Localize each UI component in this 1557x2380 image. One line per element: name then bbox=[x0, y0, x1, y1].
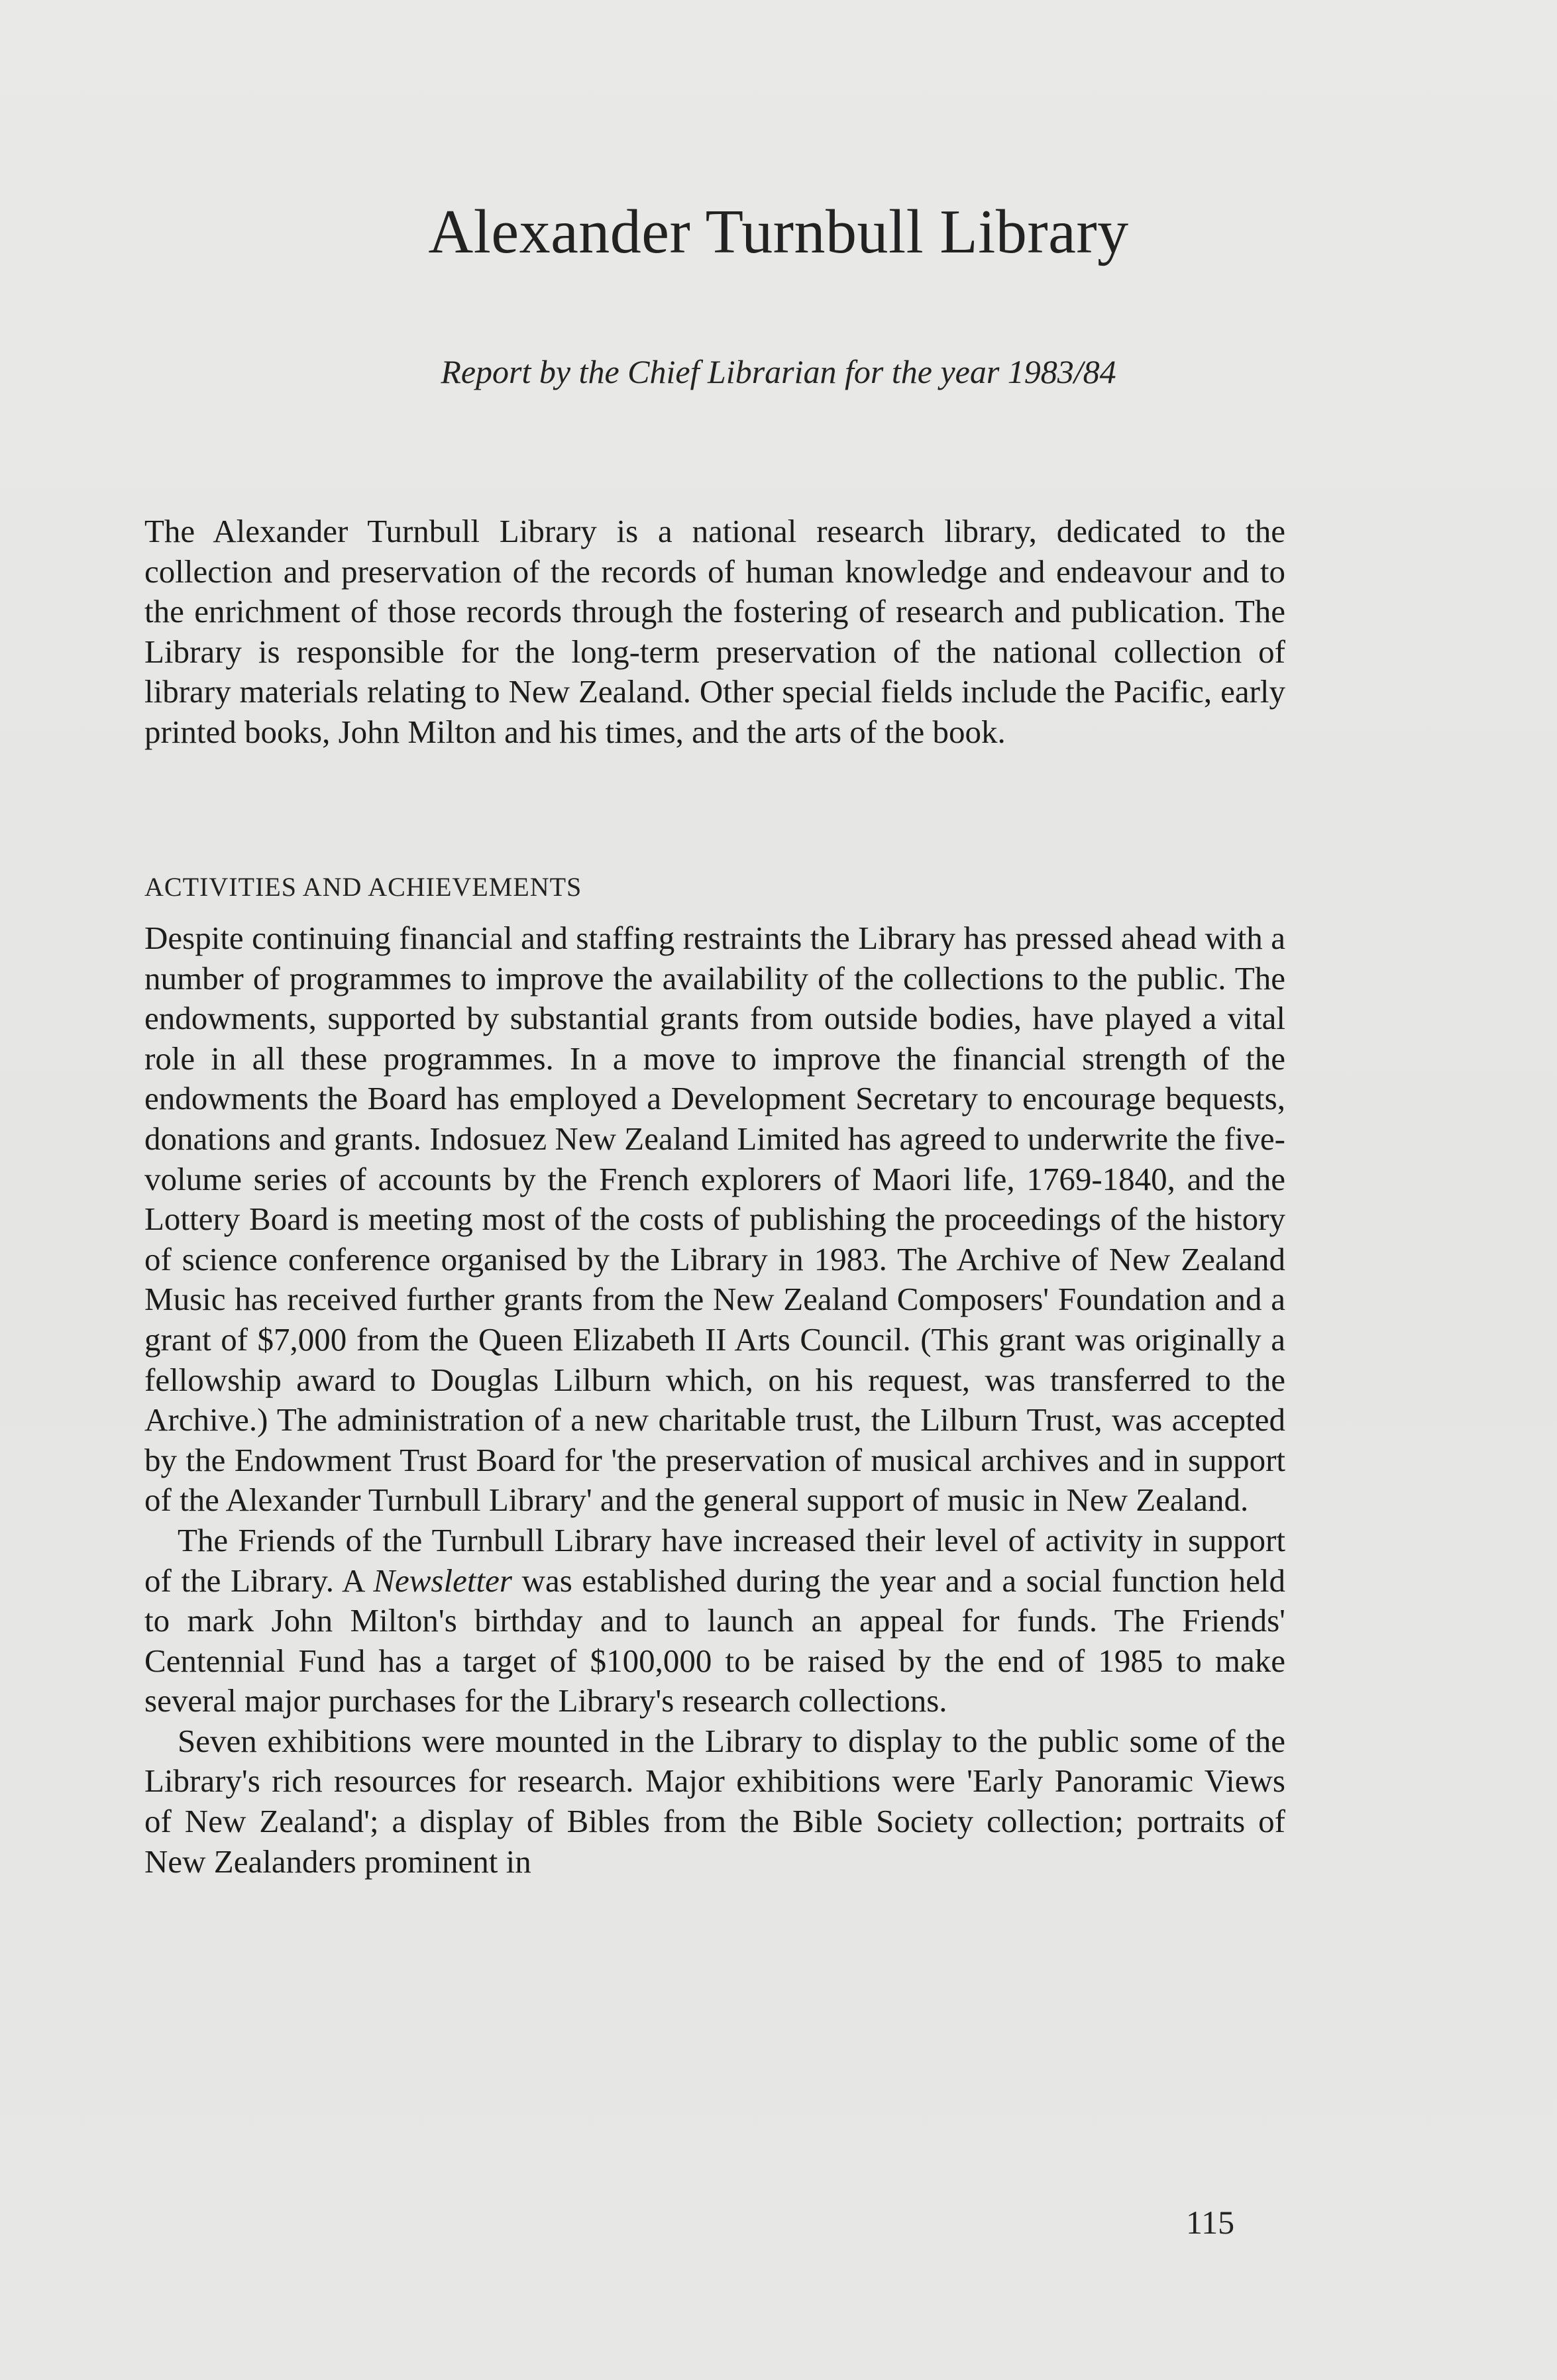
paragraph-friends-text-start: The Friends of the Turnbull Library have increased their level of activity in support of the Library. A bbox=[144, 1521, 1285, 1599]
page-title: Alexander Turnbull Library bbox=[428, 197, 1129, 266]
paragraph-financial: Despite continuing financial and staffing restraints the Library has pressed ahead with a number of programmes to improve the availability of the collections to the public. The endowments, supported by substantial grants from outside bodies, have played a vital role in all these programmes. In a move to improve the financial strength of the endowments the Board has employed a Development Secretary to encourage bequests, donations and grants. Indosuez New Zealand Limited has agreed to underwrite the five-volume series of accounts by the French explorers of Maori life, 1769-1840, and the Lottery Board is meeting most of the costs of publishing the proceedings of the history of science conference organised by the Library in 1983. The Archive of New Zealand Music has received further grants from the New Zealand Composers' Foundation and a grant of $7,000 from the Queen Elizabeth II Arts Council. (This grant was originally a fellowship award to Douglas Lilburn which, on his request, was transferred to the Archive.) The administration of a new charitable trust, the Lilburn Trust, was accepted by the Endowment Trust Board for 'the preservation of musical archives and in support of the Alexander Turnbull Library' and the general support of music in New Zealand. bbox=[144, 920, 1285, 1519]
page-number: 115 bbox=[1186, 2204, 1235, 2241]
paragraph-friends bbox=[144, 1521, 1285, 1721]
newsletter-title: Newsletter bbox=[373, 1562, 512, 1599]
intro-section bbox=[144, 512, 1285, 753]
report-subtitle: Report by the Chief Librarian for the year 1983/84 bbox=[441, 353, 1116, 390]
paragraph-friends-text-end: was established during the year and a social function held to mark John Milton's birthday and to launch an appeal for funds. The Friends' Centennial Fund has a target of $100,000 to be raised by the end of 1985 to make several major purchases for the Library's research collections. bbox=[144, 1562, 1286, 1719]
intro-paragraph: The Alexander Turnbull Library is a national research library, dedicated to the collection and preservation of the records of human knowledge and endeavour and to the enrichment of those records through the fostering of research and publication. The Library is responsible for the long-term preservation of the national collection of library materials relating to New Zealand. Other special fields include the Pacific, early printed books, John Milton and his times, and the arts of the book. bbox=[144, 513, 1285, 750]
paragraph-exhibitions: Seven exhibitions were mounted in the Library to display to the public some of the Library's rich resources for research. Major exhibitions were 'Early Panoramic Views of New Zealand'; a display of Bibles from the Bible Society collection; portraits of New Zealanders prominent in bbox=[144, 1722, 1285, 1880]
section-body bbox=[144, 918, 1285, 1882]
section-heading: ACTIVITIES AND ACHIEVEMENTS bbox=[144, 872, 582, 902]
